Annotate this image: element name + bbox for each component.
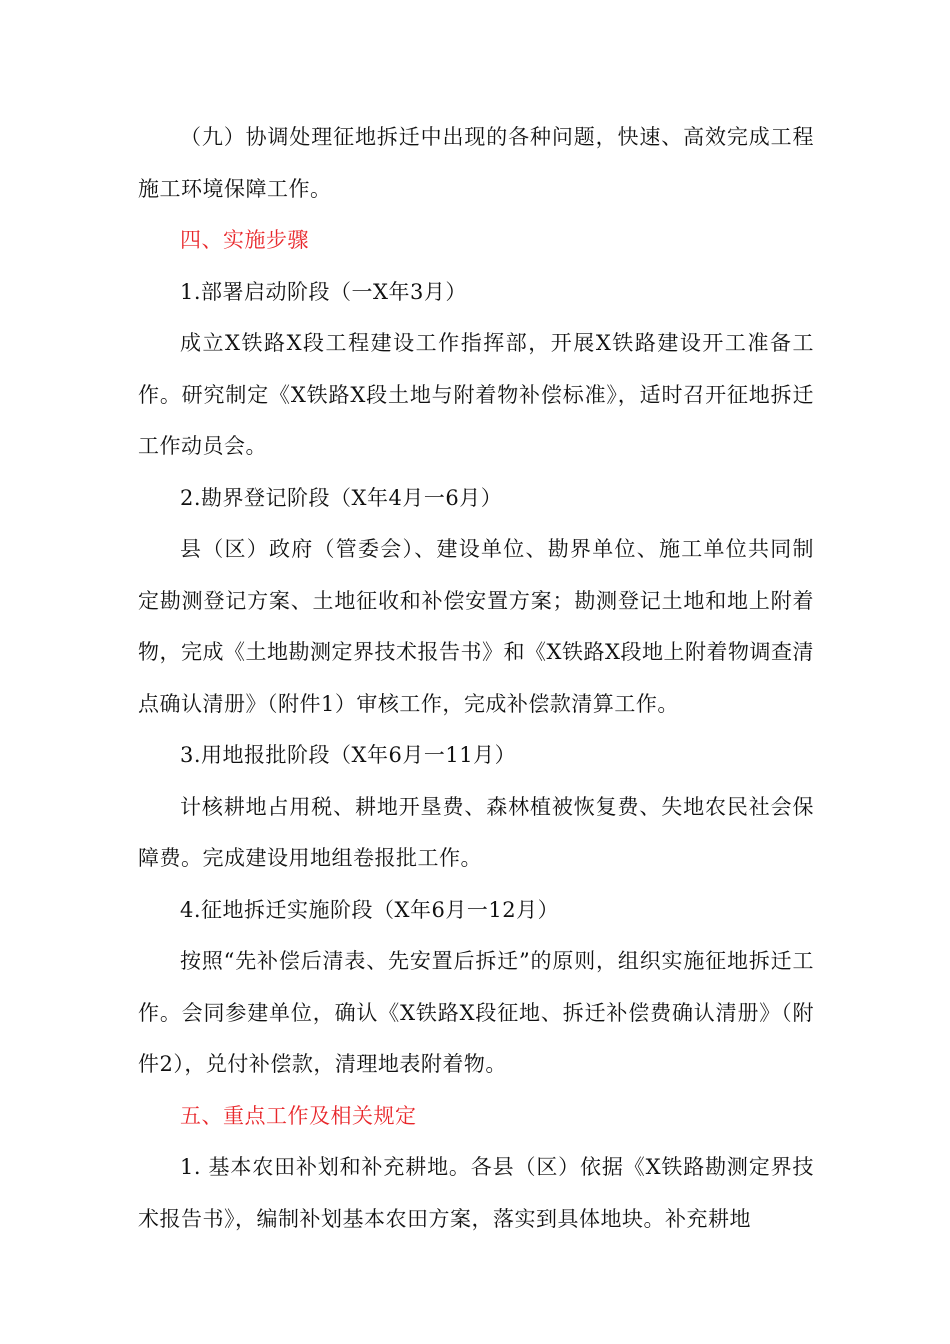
step-2-description: 县（区）政府（管委会）、建设单位、勘界单位、施工单位共同制定勘测登记方案、土地征收和补偿安置方案；勘测登记土地和地上附着物，完成《土地勘测定界技术报告书》和《X铁路X段地上附着物调查清点确认清册》（附件1）审核工作，完成补偿款清算工作。 <box>138 537 814 716</box>
step-3-description: 计核耕地占用税、耕地开垦费、森林植被恢复费、失地农民社会保障费。完成建设用地组卷报批工作。 <box>138 794 814 870</box>
section-heading-implementation-steps: 四、实施步骤 <box>180 228 309 252</box>
step-4-description: 按照“先补偿后清表、先安置后拆迁”的原则，组织实施征地拆迁工作。会同参建单位，确认《X铁路X段征地、拆迁补偿费确认清册》（附件2），兑付补偿款，清理地表附着物。 <box>138 949 814 1076</box>
document-body <box>138 112 814 1245</box>
step-4-title: 4.征地拆迁实施阶段（X年6月一12月） <box>180 897 560 922</box>
step-2-title: 2.勘界登记阶段（X年4月一6月） <box>180 485 503 510</box>
key-work-item-1: 1. 基本农田补划和补充耕地。各县（区）依据《X铁路勘测定界技术报告书》，编制补划基本农田方案，落实到具体地块。补充耕地 <box>138 1155 814 1231</box>
step-1-description: 成立X铁路X段工程建设工作指挥部，开展X铁路建设开工准备工作。研究制定《X铁路X段土地与附着物补偿标准》，适时召开征地拆迁工作动员会。 <box>138 331 814 458</box>
step-1-title: 1.部署启动阶段（一X年3月） <box>180 279 467 304</box>
paragraph-9-coordination: （九）协调处理征地拆迁中出现的各种问题，快速、高效完成工程施工环境保障工作。 <box>138 125 814 201</box>
section-heading-key-work: 五、重点工作及相关规定 <box>180 1103 417 1128</box>
step-3-title: 3.用地报批阶段（X年6月一11月） <box>180 743 517 767</box>
